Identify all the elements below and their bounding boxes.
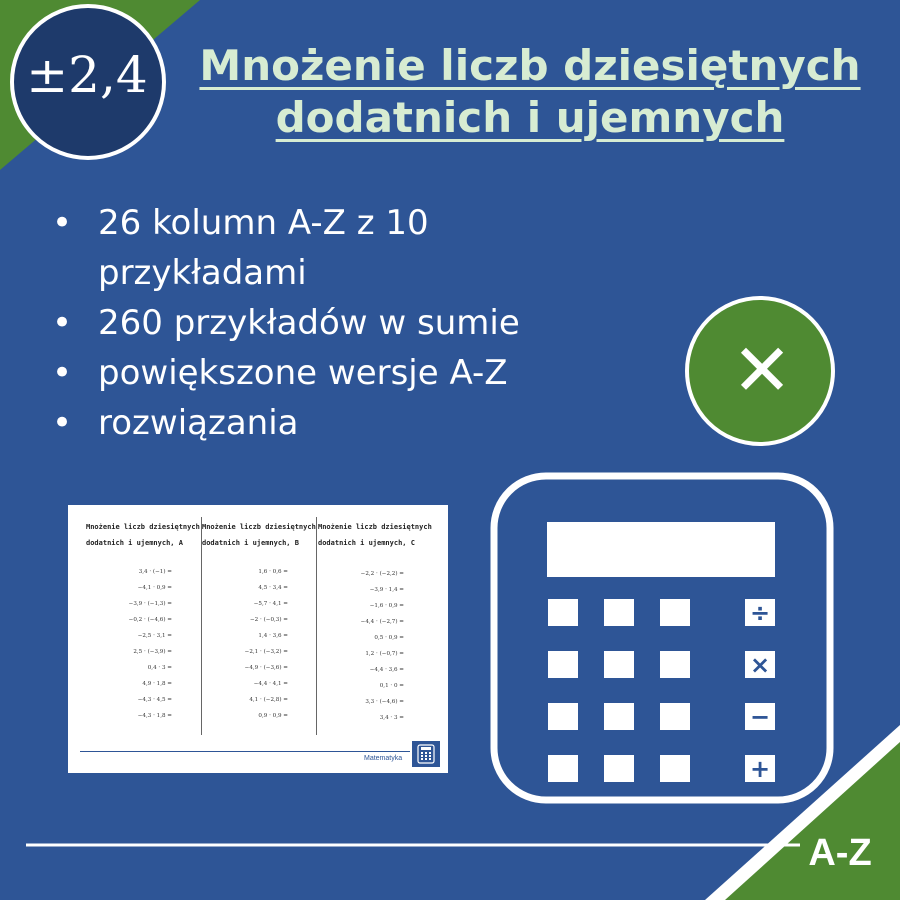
exercise: −4,1 · 0,9 = xyxy=(137,585,172,591)
worksheet-footer-rule xyxy=(80,751,410,752)
exercise: 4,9 · 1,8 = xyxy=(142,681,172,687)
exercise: −4,4 · 4,1 = xyxy=(253,681,288,687)
exercise: 4,1 · (−2,8) = xyxy=(249,697,288,703)
calc-key-minus: − xyxy=(749,703,771,731)
feature-item: • powiększone wersje A-Z xyxy=(48,348,608,398)
exercise: 1,2 · (−0,7) = xyxy=(365,651,404,657)
exercise: 1,4 · 3,6 = xyxy=(258,633,288,639)
exercise: −4,4 · 3,6 = xyxy=(369,667,404,673)
exercise: −2,1 · (−3,2) = xyxy=(244,649,288,655)
title-line-1: Mnożenie liczb dziesiętnych xyxy=(199,41,861,90)
exercise: −2,5 · 3,1 = xyxy=(137,633,172,639)
exercise: −5,7 · 4,1 = xyxy=(253,601,288,607)
exercise: 3,4 · 3 = xyxy=(379,715,404,721)
exercise: 0,1 · 0 = xyxy=(379,683,404,689)
exercise: 0,5 · 0,9 = xyxy=(374,635,404,641)
column-title: Mnożenie liczb dziesiętnych xyxy=(318,523,432,531)
calc-key-plus: + xyxy=(749,755,771,783)
exercise: −4,9 · (−3,6) = xyxy=(244,665,288,671)
title-line-2: dodatnich i ujemnych xyxy=(275,93,785,142)
exercise: 4,5 · 3,4 = xyxy=(258,585,288,591)
exercise: 3,4 · (−1) = xyxy=(138,569,172,575)
multiply-icon: ✕ xyxy=(731,328,793,412)
worksheet-preview xyxy=(68,505,448,773)
exercise: −2,2 · (−2,2) = xyxy=(360,571,404,577)
exercise: 2,5 · (−3,9) = xyxy=(133,649,172,655)
exercise: −4,4 · (−2,7) = xyxy=(360,619,404,625)
exercise: 0,4 · 3 = xyxy=(147,665,172,671)
feature-item: • 260 przykładów w sumie xyxy=(48,298,608,348)
calculator-icon xyxy=(494,476,830,800)
exercise: −2 · (−0,3) = xyxy=(250,617,288,623)
corner-label: A-Z xyxy=(808,832,872,874)
feature-item: • rozwiązania xyxy=(48,398,608,448)
page-title xyxy=(190,40,870,144)
column-title: Mnożenie liczb dziesiętnych xyxy=(86,523,200,531)
calc-key-divide: ÷ xyxy=(749,599,771,627)
exercise: −3,9 · (−1,3) = xyxy=(128,601,172,607)
exercise: −1,6 · 0,9 = xyxy=(369,603,404,609)
column-subtitle: dodatnich i ujemnych, B xyxy=(202,539,299,547)
exercise: −4,3 · 4,5 = xyxy=(137,697,172,703)
worksheet-column-c xyxy=(318,519,434,721)
worksheet-footer: Matematyka xyxy=(364,755,403,762)
exercise: −4,3 · 1,8 = xyxy=(137,713,172,719)
exercise: 0,9 · 0,9 = xyxy=(258,713,288,719)
exercise: 3,3 · (−4,6) = xyxy=(365,699,404,705)
worksheet-column-a xyxy=(86,519,202,719)
calc-key-multiply: × xyxy=(749,651,771,679)
mini-calculator-icon xyxy=(412,741,440,767)
column-subtitle: dodatnich i ujemnych, A xyxy=(86,539,183,547)
exercise: 1,6 · 0,6 = xyxy=(258,569,288,575)
worksheet-column-b xyxy=(202,519,318,719)
badge-text: ±2,4 xyxy=(26,46,148,104)
column-subtitle: dodatnich i ujemnych, C xyxy=(318,539,415,547)
exercise: −0,2 · (−4,6) = xyxy=(128,617,172,623)
feature-list xyxy=(48,198,608,448)
column-divider xyxy=(316,517,317,735)
feature-item: • 26 kolumn A-Z z 10 przykładami xyxy=(48,198,608,298)
column-title: Mnożenie liczb dziesiętnych xyxy=(202,523,316,531)
exercise: −3,9 · 1,4 = xyxy=(369,587,404,593)
